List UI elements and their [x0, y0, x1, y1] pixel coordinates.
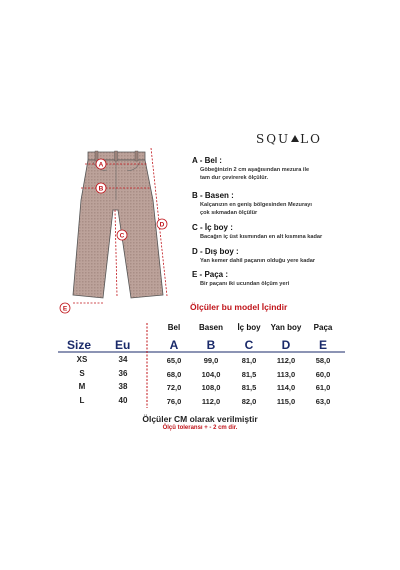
- cell-paca: 63,0: [315, 397, 331, 406]
- cell-yan-boy: 113,0: [276, 370, 296, 379]
- col-header-yan-boy: Yan boy: [270, 323, 302, 332]
- marker-e-label: E: [62, 305, 68, 313]
- marker-a-label: A: [98, 161, 104, 169]
- cell-paca: 60,0: [315, 370, 331, 379]
- row-size: L: [79, 396, 85, 405]
- cell-bel: 65,0: [166, 356, 182, 365]
- cell-yan-boy: 115,0: [276, 397, 296, 406]
- cell-ic-boy: 81,5: [241, 383, 257, 392]
- col-header-basen: Basen: [198, 323, 223, 332]
- col-letter-e: E: [318, 338, 327, 352]
- cell-basen: 104,0: [201, 370, 221, 379]
- brand-text: SQU LO: [256, 132, 322, 146]
- row-eu: 38: [118, 382, 128, 391]
- marker-c-label: C: [119, 232, 125, 240]
- cell-yan-boy: 112,0: [276, 356, 296, 365]
- col-letter-d: D: [281, 338, 291, 352]
- footer-tolerance: Ölçü toleransı + - 2 cm dir.: [162, 425, 238, 431]
- section-b-desc-2: çok sıkmadan ölçülür: [200, 209, 258, 216]
- row-eu: 36: [118, 369, 128, 378]
- section-b-desc-1: Kalçanızın en geniş bölgesinden Mezurayı: [200, 202, 312, 208]
- col-letter-c: C: [244, 338, 254, 352]
- row-size: XS: [76, 355, 88, 364]
- cell-basen: 108,0: [201, 383, 221, 392]
- col-header-bel: Bel: [167, 323, 181, 332]
- col-letter-b: B: [206, 338, 216, 352]
- cell-ic-boy: 81,0: [241, 356, 257, 365]
- section-c-desc-1: Bacağın iç üst kısmından en alt kısmına kadar: [200, 234, 323, 240]
- footer-units: Ölçüler CM olarak verilmiştir: [142, 414, 258, 424]
- section-a-desc-2: tam dur çevirerek ölçülür.: [200, 174, 269, 181]
- section-c-title: C - İç boy :: [192, 223, 233, 232]
- cell-bel: 76,0: [166, 397, 182, 406]
- row-size: S: [79, 369, 85, 378]
- cell-paca: 61,0: [315, 383, 331, 392]
- cell-bel: 72,0: [166, 383, 182, 392]
- cell-yan-boy: 114,0: [276, 383, 296, 392]
- cell-basen: 112,0: [201, 397, 221, 406]
- section-d-title: D - Dış boy :: [192, 247, 239, 256]
- section-d-desc-1: Yan kemer dahil paçanın olduğu yere kadar: [200, 258, 316, 264]
- col-letter-a: A: [169, 338, 179, 352]
- section-a-desc-1: Göbeğinizin 2 cm aşağısından mezura ile: [200, 167, 310, 173]
- col-header-paca: Paça: [313, 323, 333, 332]
- col-header-ic-boy: İç boy: [237, 323, 261, 332]
- row-eu: 40: [118, 396, 128, 405]
- cell-ic-boy: 82,0: [241, 397, 257, 406]
- row-size: M: [78, 382, 86, 391]
- size-header: Size: [67, 338, 92, 352]
- section-e-title: E - Paça :: [192, 270, 229, 279]
- marker-b-label: B: [98, 185, 104, 193]
- section-b-title: B - Basen :: [192, 191, 234, 200]
- cell-bel: 68,0: [166, 370, 182, 379]
- model-note: Ölçüler bu model İçindir: [190, 302, 288, 312]
- cell-basen: 99,0: [203, 356, 219, 365]
- marker-d-label: D: [159, 221, 165, 229]
- cell-paca: 58,0: [315, 356, 331, 365]
- section-a-title: A - Bel :: [192, 156, 222, 165]
- eu-header: Eu: [115, 338, 131, 352]
- cell-ic-boy: 81,5: [241, 370, 257, 379]
- row-eu: 34: [118, 355, 128, 364]
- section-e-desc-1: Bir paçanı iki ucundan ölçüm yeri: [200, 281, 290, 287]
